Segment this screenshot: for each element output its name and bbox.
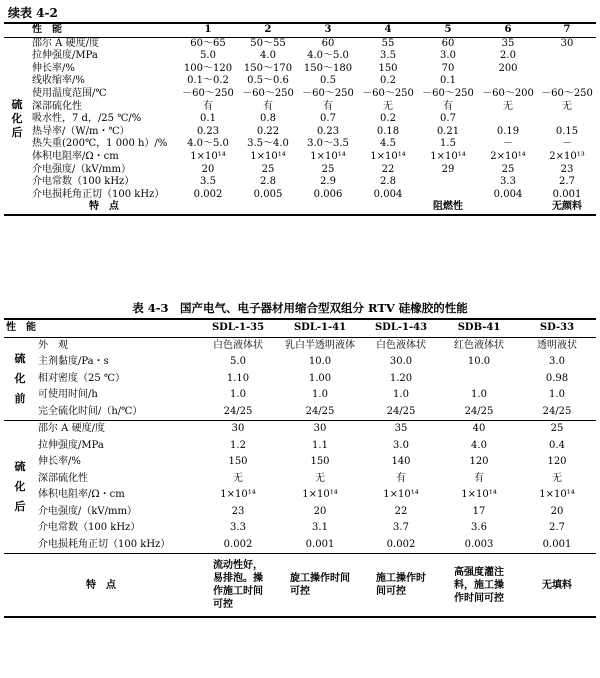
table-row (4, 438, 596, 455)
table-cell: 0.5～0.6 (247, 75, 289, 87)
table-cell: 30 (198, 421, 278, 438)
table-cell: 17 (472, 505, 486, 517)
table-cell: 30.0 (389, 356, 413, 367)
table-cell: 白色液体状 (362, 337, 440, 354)
table-cell: 2.8 (380, 176, 396, 188)
table-cell: 无 (233, 472, 243, 484)
table-row (4, 75, 596, 88)
table-cell: 50～55 (238, 37, 298, 50)
table-cell: 3.7 (393, 522, 409, 533)
table-row (4, 113, 596, 126)
table-4-3-title: 表 4-3 国产电气、电子器材用缩合型双组分 RTV 硅橡胶的性能 (132, 301, 468, 315)
section-label-cured: 硫 化 后 (4, 421, 36, 554)
table-cell: 60 (298, 37, 358, 50)
table-cell: 3.3 (230, 522, 246, 533)
table-cell (440, 371, 518, 388)
feature-row (4, 201, 596, 215)
section-label-uncured: 硫 化 前 (4, 337, 36, 421)
property-label: 可使用时间/h (38, 389, 98, 400)
table-cell: 0.002 (386, 538, 416, 550)
table-cell: 0.4 (549, 439, 565, 451)
property-label: 介电常数（100 kHz） (38, 522, 141, 533)
table-cell (418, 189, 478, 202)
feature-cell (238, 201, 298, 215)
table-cell: 1.0 (549, 389, 565, 400)
column-header: SDB-41 (440, 319, 518, 337)
property-label: 介电强度/（kV/mm） (38, 505, 137, 517)
table-row (4, 37, 596, 50)
header-blank (4, 23, 30, 37)
table-cell: 1×10¹⁴ (461, 489, 497, 500)
table-cell: 100～120 (183, 62, 233, 74)
table-cell: － (503, 138, 513, 150)
column-header: SD-33 (518, 319, 596, 337)
table-row (4, 138, 596, 151)
table-cell: 20 (313, 505, 327, 517)
table-cell: －60～250 (362, 87, 414, 99)
property-label: 体积电阻率/Ω・cm (32, 150, 119, 162)
property-label: 伸长率/% (38, 456, 81, 467)
table-cell (478, 113, 538, 126)
table-4-2-continued (4, 22, 596, 216)
table-cell: 35 (362, 421, 440, 438)
table-row (4, 101, 596, 114)
table-cell: 有 (203, 100, 213, 112)
table-cell: 0.7 (320, 113, 336, 125)
table-cell: 20 (201, 163, 215, 175)
table-cell: 25 (261, 163, 275, 175)
table-row (4, 176, 596, 189)
feature-cell: 高强度灌注 料，施工操 作时间可控 (440, 554, 518, 618)
table-cell: 30 (278, 421, 362, 438)
feature-label: 特 点 (4, 554, 198, 618)
table-cell: 2.9 (320, 176, 336, 188)
table-cell: 3.0～3.5 (307, 138, 349, 150)
table-cell: 5.0 (230, 356, 246, 367)
table-cell: 1×10¹⁴ (220, 489, 256, 500)
table-cell: 10.0 (467, 356, 491, 367)
column-header: 性 能 (30, 23, 178, 37)
property-label: 完全硫化时间/（h/℃） (38, 405, 143, 417)
table-cell: 0.7 (440, 113, 456, 125)
feature-cell (478, 201, 538, 215)
table-cell: 30 (538, 37, 596, 50)
table-cell: 乳白半透明液体 (278, 337, 362, 354)
table-cell: 4.0 (471, 439, 487, 451)
table-cell: 3.0 (549, 356, 565, 367)
property-label: 邵尔 A 硬度/度 (30, 37, 178, 50)
table-row (4, 371, 596, 388)
property-label: 外 观 (36, 337, 198, 354)
table-cell: 1.20 (389, 372, 413, 384)
table-cell: 1×10¹⁴ (190, 150, 226, 162)
property-label: 热导率/（W/m・℃） (32, 125, 130, 137)
table-cell: 23 (560, 163, 574, 175)
feature-cell: 流动性好， 易排泡。操 作施工时间 可控 (198, 554, 278, 618)
table-cell: 0.23 (196, 125, 220, 137)
table-cell: 1.1 (312, 439, 328, 451)
table-row (4, 454, 596, 471)
table-cell: 4.0～5.0 (307, 50, 349, 62)
column-header: 1 (178, 23, 238, 37)
property-label: 介电损耗角正切（100 kHz） (38, 538, 171, 550)
table-cell: 红色液体状 (440, 337, 518, 354)
table-4-3 (4, 318, 596, 618)
column-header: 2 (238, 23, 298, 37)
table-cell: 0.22 (256, 125, 280, 137)
table-cell: 120 (469, 456, 489, 467)
table-cell: 29 (441, 163, 455, 175)
property-label: 深部硫化性 (38, 472, 88, 484)
table-cell: 20 (550, 505, 564, 517)
table-row (4, 504, 596, 521)
table-cell: 35 (478, 37, 538, 50)
table-row (4, 337, 596, 354)
table-cell: 0.21 (436, 125, 460, 137)
table-cell: －60～200 (482, 87, 534, 99)
property-label: 热失重(200℃，1 000 h）/% (32, 138, 168, 150)
table-cell (418, 176, 478, 189)
feature-row (4, 554, 596, 618)
property-label: 介电常数（100 kHz） (32, 176, 135, 188)
table-row (4, 88, 596, 101)
table-cell: 24/25 (386, 405, 416, 417)
table-cell: 0.004 (373, 188, 403, 200)
table-cell: 0.98 (545, 372, 569, 384)
table-cell: 0.002 (223, 538, 253, 550)
table-cell: －60～250 (302, 87, 354, 99)
table-cell: 0.006 (313, 188, 343, 200)
table-cell: 3.5 (200, 176, 216, 188)
table-cell: 24/25 (223, 405, 253, 417)
table-cell: 有 (396, 472, 406, 484)
table-cell: 55 (358, 37, 418, 50)
table-cell: 4.5 (380, 138, 396, 150)
property-label: 相对密度（25 ℃） (38, 372, 126, 384)
column-header: 5 (418, 23, 478, 37)
table-row (4, 404, 596, 421)
table-cell: － (562, 138, 572, 150)
table-cell: 3.1 (312, 522, 328, 533)
table-cell: 无 (552, 472, 562, 484)
table-cell: 2.7 (549, 522, 565, 533)
table-cell: 1×10¹⁴ (430, 150, 466, 162)
table-cell: 60 (418, 37, 478, 50)
property-label: 体积电阻率/Ω・cm (38, 489, 125, 500)
table-row (4, 537, 596, 554)
table-cell: 150 (310, 456, 330, 467)
property-label: 邵尔 A 硬度/度 (36, 421, 198, 438)
table-cell: 120 (547, 456, 567, 467)
table-cell: 150～180 (303, 62, 353, 74)
table-cell (538, 75, 596, 88)
table-cell: 22 (394, 505, 408, 517)
table-cell: 0.001 (542, 538, 572, 550)
table-row (4, 164, 596, 177)
table-row (4, 354, 596, 371)
property-label: 主剂黏度/Pa・s (38, 356, 109, 367)
table-cell: 40 (440, 421, 518, 438)
table-cell: 3.6 (471, 522, 487, 533)
table-cell: 24/25 (305, 405, 335, 417)
table-cell: 140 (391, 456, 411, 467)
table-cell: －60～250 (182, 87, 234, 99)
table-cell: 0.001 (552, 188, 582, 200)
property-label: 深部硫化性 (32, 100, 82, 112)
feature-cell: 无填料 (518, 554, 596, 618)
table-header-row (4, 23, 596, 37)
table-cell: 25 (518, 421, 596, 438)
table-cell: 2×10¹⁴ (490, 150, 526, 162)
table-cell (478, 75, 538, 88)
table-cell: 无 (503, 100, 513, 112)
property-label: 伸长率/% (32, 62, 75, 74)
table-cell: 4.0～5.0 (187, 138, 229, 150)
column-header: SDL-1-43 (362, 319, 440, 337)
table-cell (538, 113, 596, 126)
table-cell: 1.0 (312, 389, 328, 400)
table-cell: 23 (231, 505, 245, 517)
table-cell: 25 (321, 163, 335, 175)
blank-cell (4, 201, 30, 215)
feature-cell: 阻燃性 (418, 201, 478, 215)
table-cell: 10.0 (308, 356, 332, 367)
table-cell: 0.1～0.2 (187, 75, 229, 87)
table-cell: 0.23 (316, 125, 340, 137)
feature-cell: 施工操作时 间可控 (362, 554, 440, 618)
table-cell (538, 63, 596, 76)
table-cell: 0.15 (555, 125, 579, 137)
table-cell: 1.0 (230, 389, 246, 400)
table-row (4, 151, 596, 164)
table-cell: 0.8 (260, 113, 276, 125)
table-cell: 0.19 (496, 125, 520, 137)
table-cell (538, 50, 596, 63)
table-cell: 24/25 (464, 405, 494, 417)
table-cell: 24/25 (542, 405, 572, 417)
table-row (4, 50, 596, 63)
table-cell: 2.7 (559, 176, 575, 188)
feature-cell (358, 201, 418, 215)
column-header: 6 (478, 23, 538, 37)
table-cell: 200 (498, 62, 518, 74)
column-header: SDL-1-35 (198, 319, 278, 337)
table-cell: 1.0 (393, 389, 409, 400)
property-label: 使用温度范围/℃ (32, 87, 107, 99)
table-cell: 0.2 (380, 113, 396, 125)
table-cell: 无 (562, 100, 572, 112)
table-cell: 3.5～4.0 (247, 138, 289, 150)
table-cell: 0.1 (440, 75, 456, 87)
feature-cell: 旋工操作时间 可控 (278, 554, 362, 618)
feature-cell: 无颜料 (538, 201, 596, 215)
table-cell: 60～65 (178, 37, 238, 50)
table-cell: 有 (474, 472, 484, 484)
table-cell: 150 (378, 62, 398, 74)
table-cell: －60～250 (242, 87, 294, 99)
table-row (4, 63, 596, 76)
property-label: 介电损耗角正切（100 kHz） (32, 188, 165, 200)
table-cell: 70 (441, 62, 455, 74)
table-row (4, 189, 596, 202)
table-cell: 有 (323, 100, 333, 112)
table-cell: 1.5 (440, 138, 456, 150)
table-cell: 3.0 (440, 50, 456, 62)
table-cell: 22 (381, 163, 395, 175)
table-cell: 2×10¹³ (549, 150, 585, 162)
table-cell: 1×10¹⁴ (302, 489, 338, 500)
feature-label: 特 点 (30, 201, 178, 215)
table-cell: 2.0 (500, 50, 516, 62)
feature-cell (178, 201, 238, 215)
table-cell: 3.0 (393, 439, 409, 451)
table-cell: 2.8 (260, 176, 276, 188)
table-cell: 0.18 (376, 125, 400, 137)
table-cell: 0.2 (380, 75, 396, 87)
table-cell: 5.0 (200, 50, 216, 62)
table-cell: 0.1 (200, 113, 216, 125)
table-cell: 1×10¹⁴ (310, 150, 346, 162)
property-label: 线收缩率/% (32, 75, 85, 87)
table-cell: －60～250 (422, 87, 474, 99)
table-row (4, 126, 596, 139)
table-cell: 有 (263, 100, 273, 112)
table-cell: 3.3 (500, 176, 516, 188)
table-cell: 白色液体状 (198, 337, 278, 354)
table-cell: 0.004 (493, 188, 523, 200)
table-cell: 0.002 (193, 188, 223, 200)
feature-cell (298, 201, 358, 215)
table-row (4, 520, 596, 537)
table-cell: 1.0 (471, 389, 487, 400)
table-cell: 无 (315, 472, 325, 484)
section-label-cured: 硫 化 后 (4, 37, 30, 201)
table-cell: 1×10¹⁴ (539, 489, 575, 500)
table-cell: 3.5 (380, 50, 396, 62)
table-row (4, 471, 596, 488)
column-header: 4 (358, 23, 418, 37)
property-label: 拉伸强度/MPa (38, 439, 104, 451)
table-cell: 0.003 (464, 538, 494, 550)
table-row (4, 487, 596, 504)
table-cell: 150 (228, 456, 248, 467)
table-cell: 0.005 (253, 188, 283, 200)
table-cell: 0.5 (320, 75, 336, 87)
table-cell: 透明液状 (518, 337, 596, 354)
table-cell: 1.00 (308, 372, 332, 384)
table-cell: 1×10¹⁴ (383, 489, 419, 500)
table-cell: 1.10 (226, 372, 250, 384)
table-cell: 无 (383, 100, 393, 112)
table-cell: 4.0 (260, 50, 276, 62)
table-header-row (4, 319, 596, 337)
table-cell: 0.001 (305, 538, 335, 550)
column-header: 7 (538, 23, 596, 37)
table-cell: －60～250 (541, 87, 593, 99)
property-label: 吸水性，7 d，/25 ℃/% (32, 113, 142, 125)
table-cell: 1.2 (230, 439, 246, 451)
table-cell: 有 (443, 100, 453, 112)
table-row (4, 421, 596, 438)
column-header: 3 (298, 23, 358, 37)
column-header: 性 能 (4, 319, 198, 337)
table-cell: 1×10¹⁴ (250, 150, 286, 162)
table-cell: 1×10¹⁴ (370, 150, 406, 162)
table-row (4, 387, 596, 404)
table-cell: 25 (501, 163, 515, 175)
continued-table-label: 续表 4-2 (8, 6, 58, 20)
table-cell: 150～170 (243, 62, 293, 74)
column-header: SDL-1-41 (278, 319, 362, 337)
property-label: 介电强度/（kV/mm） (32, 163, 131, 175)
property-label: 拉伸强度/MPa (32, 50, 98, 62)
